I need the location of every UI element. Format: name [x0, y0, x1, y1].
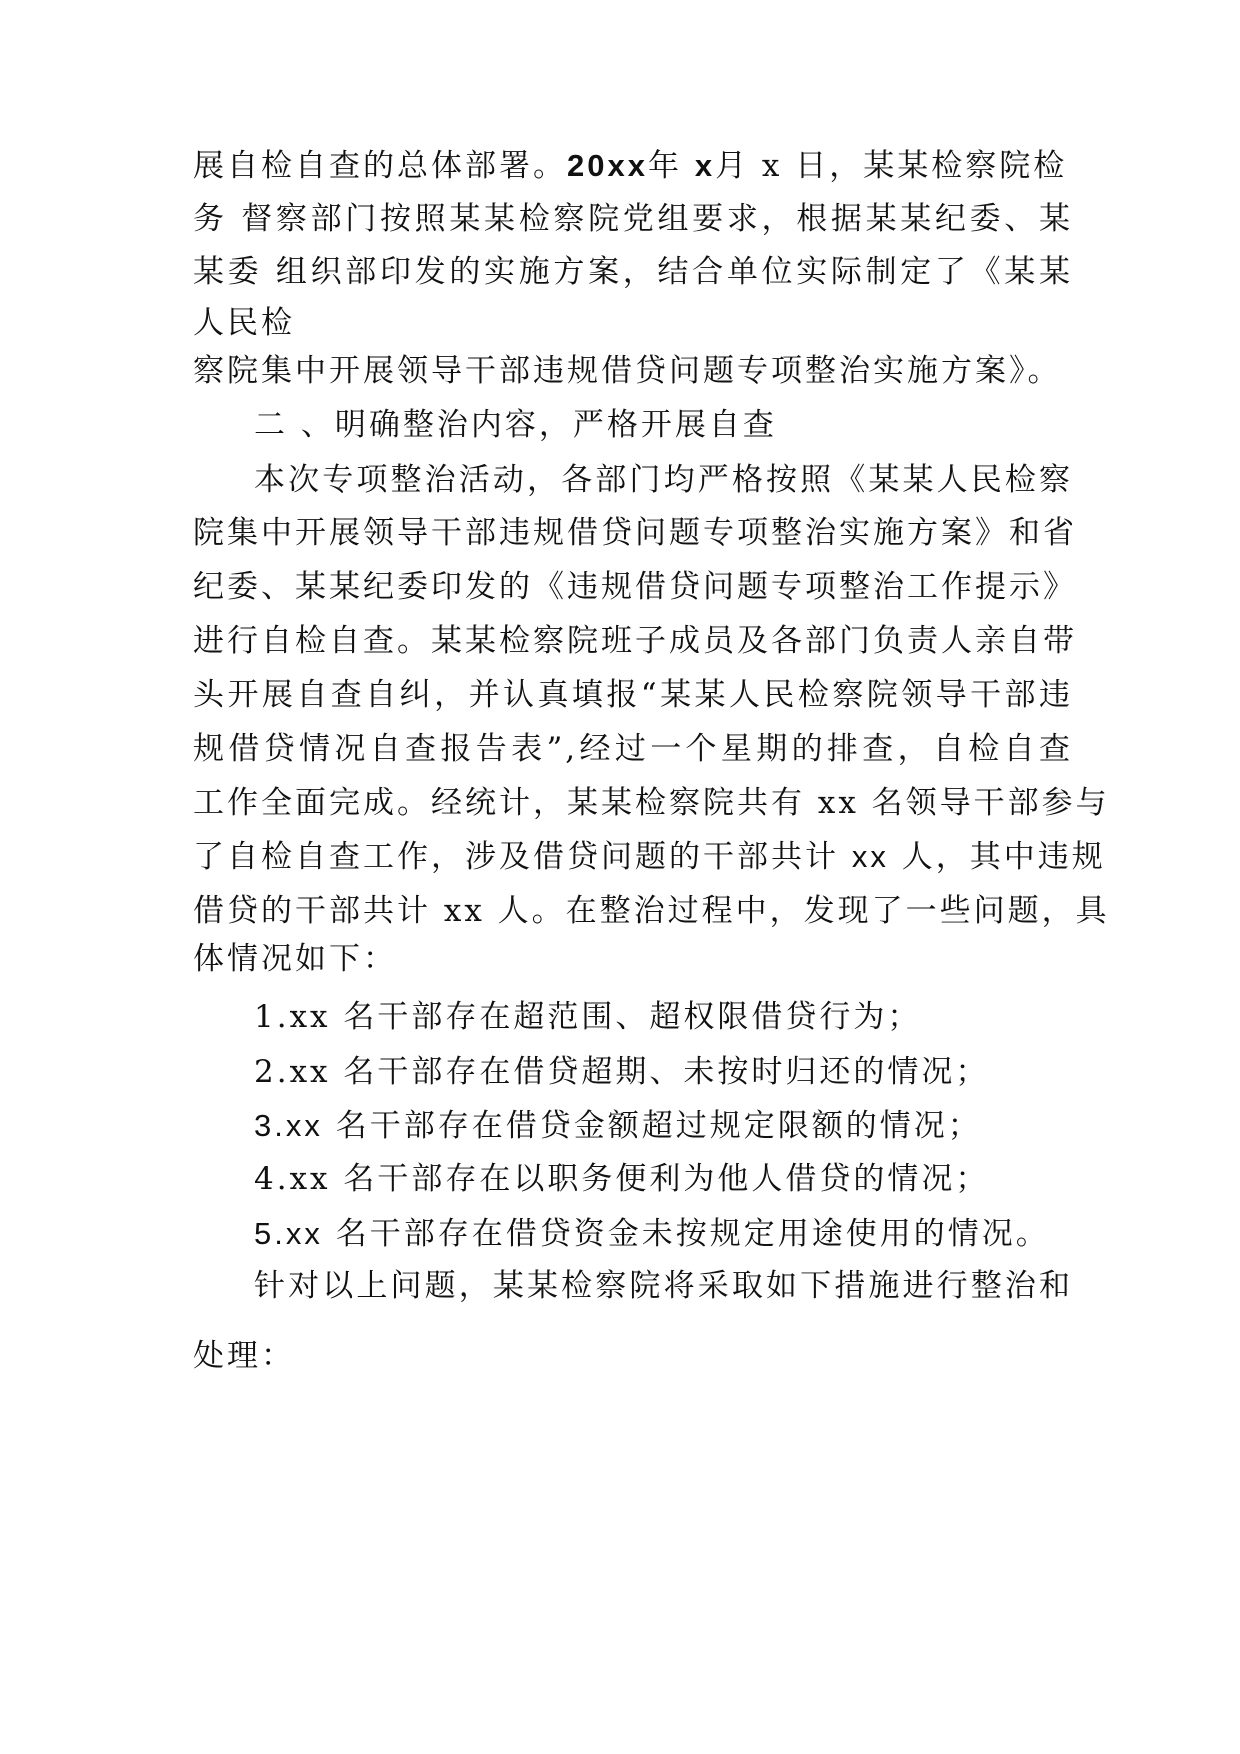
text-run: 展自检自查的总体部署。 [193, 148, 567, 184]
paragraph-2-line-9: 借贷的干部共计 xx 人。在整治过程中，发现了一些问题，具 [193, 893, 1110, 929]
paragraph-2-line-3: 纪委、某某纪委印发的《违规借贷问题专项整治工作提示》 [193, 569, 1077, 605]
paragraph-2-line-4: 进行自检自查。某某检察院班子成员及各部门负责人亲自带 [193, 623, 1077, 659]
paragraph-2-line-10: 体情况如下： [193, 941, 397, 977]
paragraph-2-line-2: 院集中开展领导干部违规借贷问题专项整治实施方案》和省 [193, 515, 1077, 551]
list-item [254, 995, 1134, 1039]
list-item-text: 名干部存在超范围、超权限借贷行为； [330, 999, 922, 1035]
paragraph-1-line-2: 务 督察部门按照某某检察院党组要求，根据某某纪委、某 [193, 201, 1073, 237]
list-item-number: 5.xx [254, 1216, 323, 1251]
list-item-number: 3.xx [254, 1108, 323, 1143]
list-item [254, 1104, 1134, 1148]
text-run: 年 [647, 148, 695, 184]
paragraph-2-line-8 [193, 835, 1106, 879]
list-item-number: 1.xx [254, 999, 331, 1035]
list-item-text: 名干部存在借贷资金未按规定用途使用的情况。 [322, 1216, 1050, 1252]
month-placeholder: x [694, 148, 716, 183]
text-run: 月 x 日，某某检察院检 [715, 148, 1068, 184]
paragraph-2-line-6: 规借贷情况自查报告表”,经过一个星期的排查，自检自查 [193, 731, 1073, 767]
paragraph-1-line-4: 人民检 [193, 305, 295, 341]
list-item-number: 4.xx [254, 1161, 331, 1197]
paragraph-3-line-2: 处理： [193, 1338, 295, 1374]
paragraph-1-line-1 [193, 144, 1073, 188]
list-item-text: 名干部存在以职务便利为他人借贷的情况； [330, 1161, 990, 1197]
text-run: 了自检自查工作，涉及借贷问题的干部共计 [193, 839, 852, 875]
list-item-number: 2.xx [254, 1054, 331, 1090]
list-item-text: 名干部存在借贷超期、未按时归还的情况； [330, 1054, 990, 1090]
list-item [254, 1212, 1134, 1256]
paragraph-3-line-1: 针对以上问题，某某检察院将采取如下措施进行整治和 [254, 1268, 1073, 1304]
year-placeholder: 20xx [567, 148, 648, 183]
section-heading: 二 、明确整治内容，严格开展自查 [254, 407, 777, 443]
text-run: 人，其中违规 [888, 839, 1106, 875]
paragraph-1-line-5: 察院集中开展领导干部违规借贷问题专项整治实施方案》。 [193, 353, 1062, 389]
count-placeholder: xx [851, 839, 889, 874]
paragraph-2-line-7: 工作全面完成。经统计，某某检察院共有 xx 名领导干部参与 [193, 785, 1110, 821]
list-item [254, 1050, 1134, 1094]
paragraph-1-line-3: 某委 组织部印发的实施方案，结合单位实际制定了《某某 [193, 254, 1073, 290]
list-item-text: 名干部存在借贷金额超过规定限额的情况； [322, 1108, 982, 1144]
paragraph-2-line-1: 本次专项整治活动，各部门均严格按照《某某人民检察 [254, 462, 1073, 498]
paragraph-2-line-5: 头开展自查自纠，并认真填报“某某人民检察院领导干部违 [193, 677, 1073, 713]
list-item [254, 1157, 1134, 1201]
